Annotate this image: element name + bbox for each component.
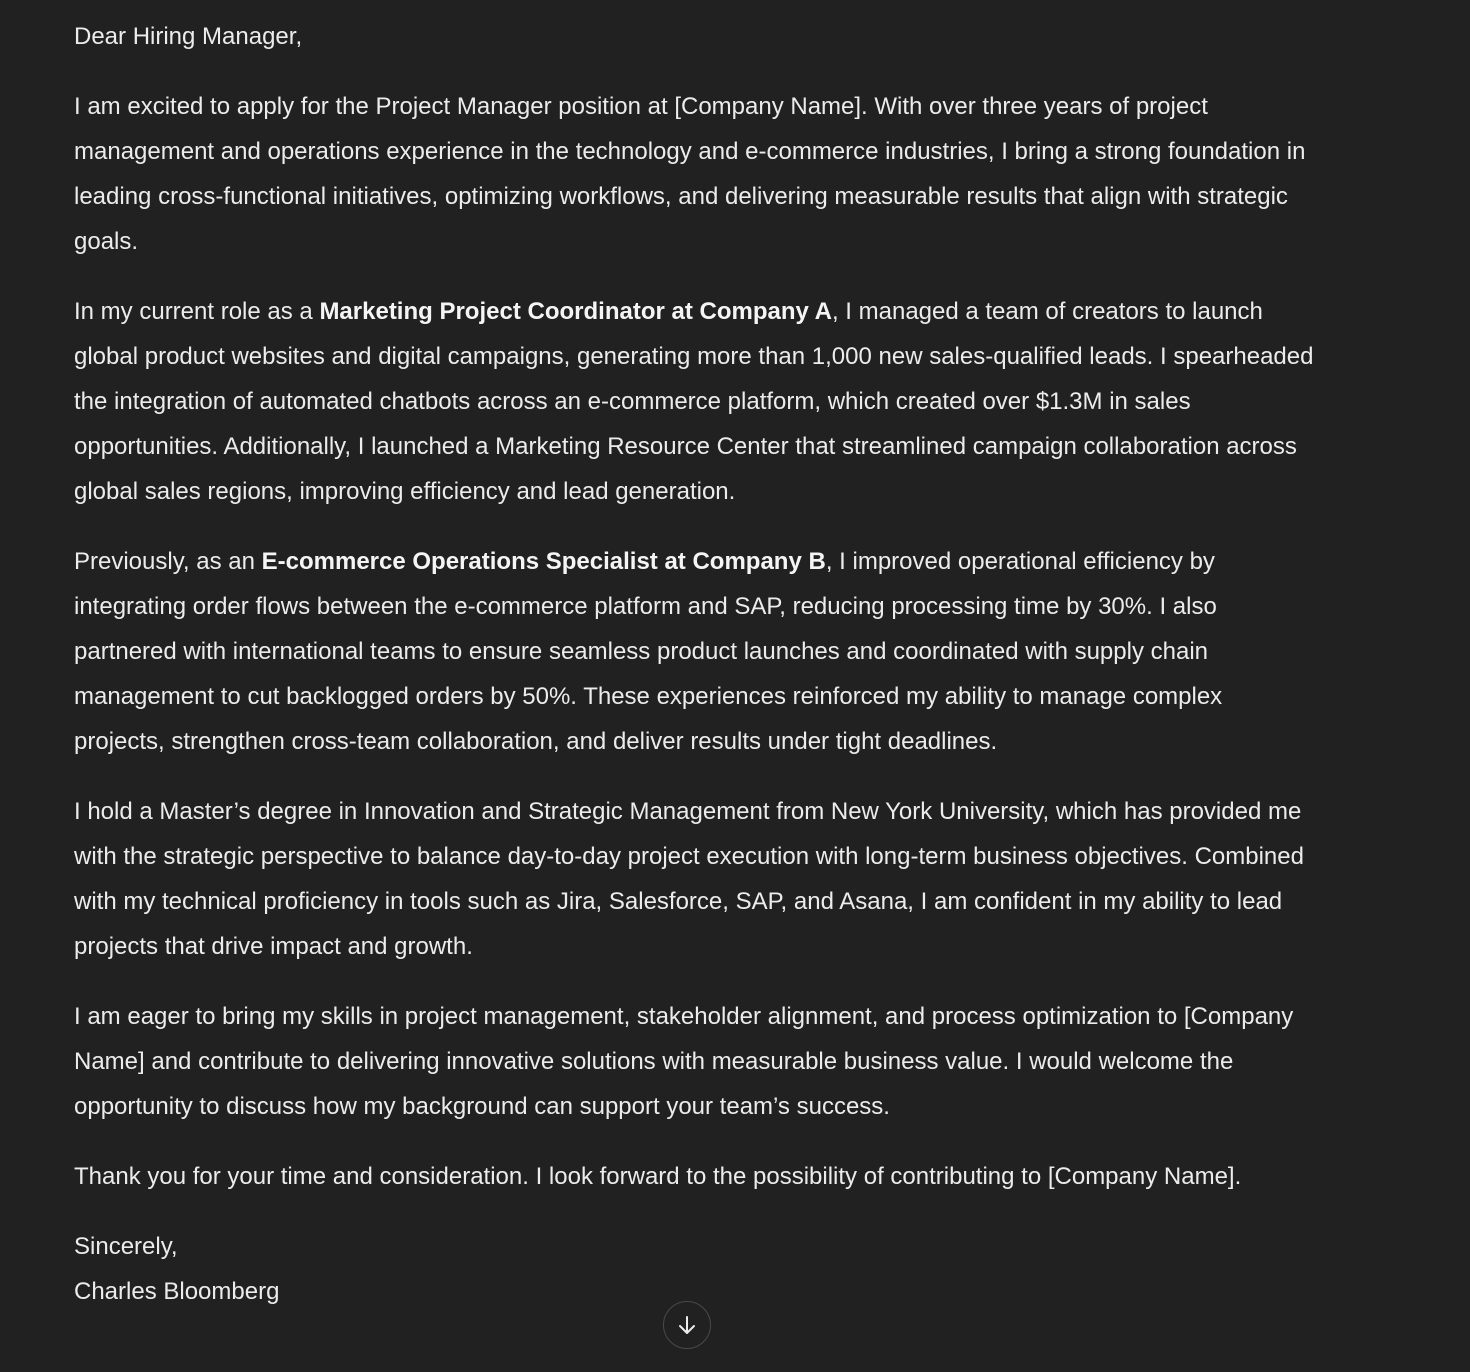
letter-closing: Sincerely,: [74, 1233, 178, 1260]
previous-role-title: E-commerce Operations Specialist at Company B: [261, 548, 826, 575]
letter-paragraph-thanks: Thank you for your time and consideration. I look forward to the possibility of contributing to [Company Name].: [74, 1163, 1242, 1190]
current-role-title: Marketing Project Coordinator at Company A: [319, 298, 832, 325]
letter-signoff: [74, 1224, 1314, 1314]
previous-role-text-pre: Previously, as an: [74, 548, 262, 575]
letter-paragraph-education: I hold a Master’s degree in Innovation and Strategic Management from New York University, which has provided me with the strategic perspective to balance day-to-day project execution with long-term business objectives. Combined with my technical proficiency in tools such as Jira, Salesforce, SAP, and Asana, I am confident in my ability to lead projects that drive impact and growth.: [74, 798, 1304, 960]
letter-paragraph-previous-role: [74, 539, 1314, 764]
letter-paragraph-eagerness: I am eager to bring my skills in project management, stakeholder alignment, and process optimization to [Company Name] and contribute to delivering innovative solutions with measurable business value. I would welcome the opportunity to discuss how my background can support your team’s success.: [74, 1003, 1294, 1120]
arrow-down-icon: [675, 1313, 699, 1337]
current-role-text-pre: In my current role as a: [74, 298, 320, 325]
current-role-text-post: , I managed a team of creators to launch global product websites and digital campaigns, generating more than 1,000 new sales-qualified leads. I spearheaded the integration of automated chatbots across an e-commerce platform, which created over $1.3M in sales opportunities. Additionally, I launched a Marketing Resource Center that streamlined campaign collaboration across global sales regions, improving efficiency and lead generation.: [74, 298, 1314, 505]
previous-role-text-post: , I improved operational efficiency by integrating order flows between the e-commerce platform and SAP, reducing processing time by 30%. I also partnered with international teams to ensure seamless product launches and coordinated with supply chain management to cut backlogged orders by 50%. These experiences reinforced my ability to manage complex projects, strengthen cross-team collaboration, and deliver results under tight deadlines.: [74, 548, 1223, 755]
cover-letter: [74, 14, 1314, 1314]
letter-greeting: Dear Hiring Manager,: [74, 23, 303, 50]
letter-signature: Charles Bloomberg: [74, 1278, 280, 1305]
letter-paragraph-intro: I am excited to apply for the Project Manager position at [Company Name]. With over three years of project management and operations experience in the technology and e-commerce industries, I bring a strong foundation in leading cross-functional initiatives, optimizing workflows, and delivering measurable results that align with strategic goals.: [74, 93, 1306, 255]
scroll-to-bottom-button[interactable]: [663, 1301, 711, 1349]
letter-paragraph-current-role: [74, 289, 1314, 514]
